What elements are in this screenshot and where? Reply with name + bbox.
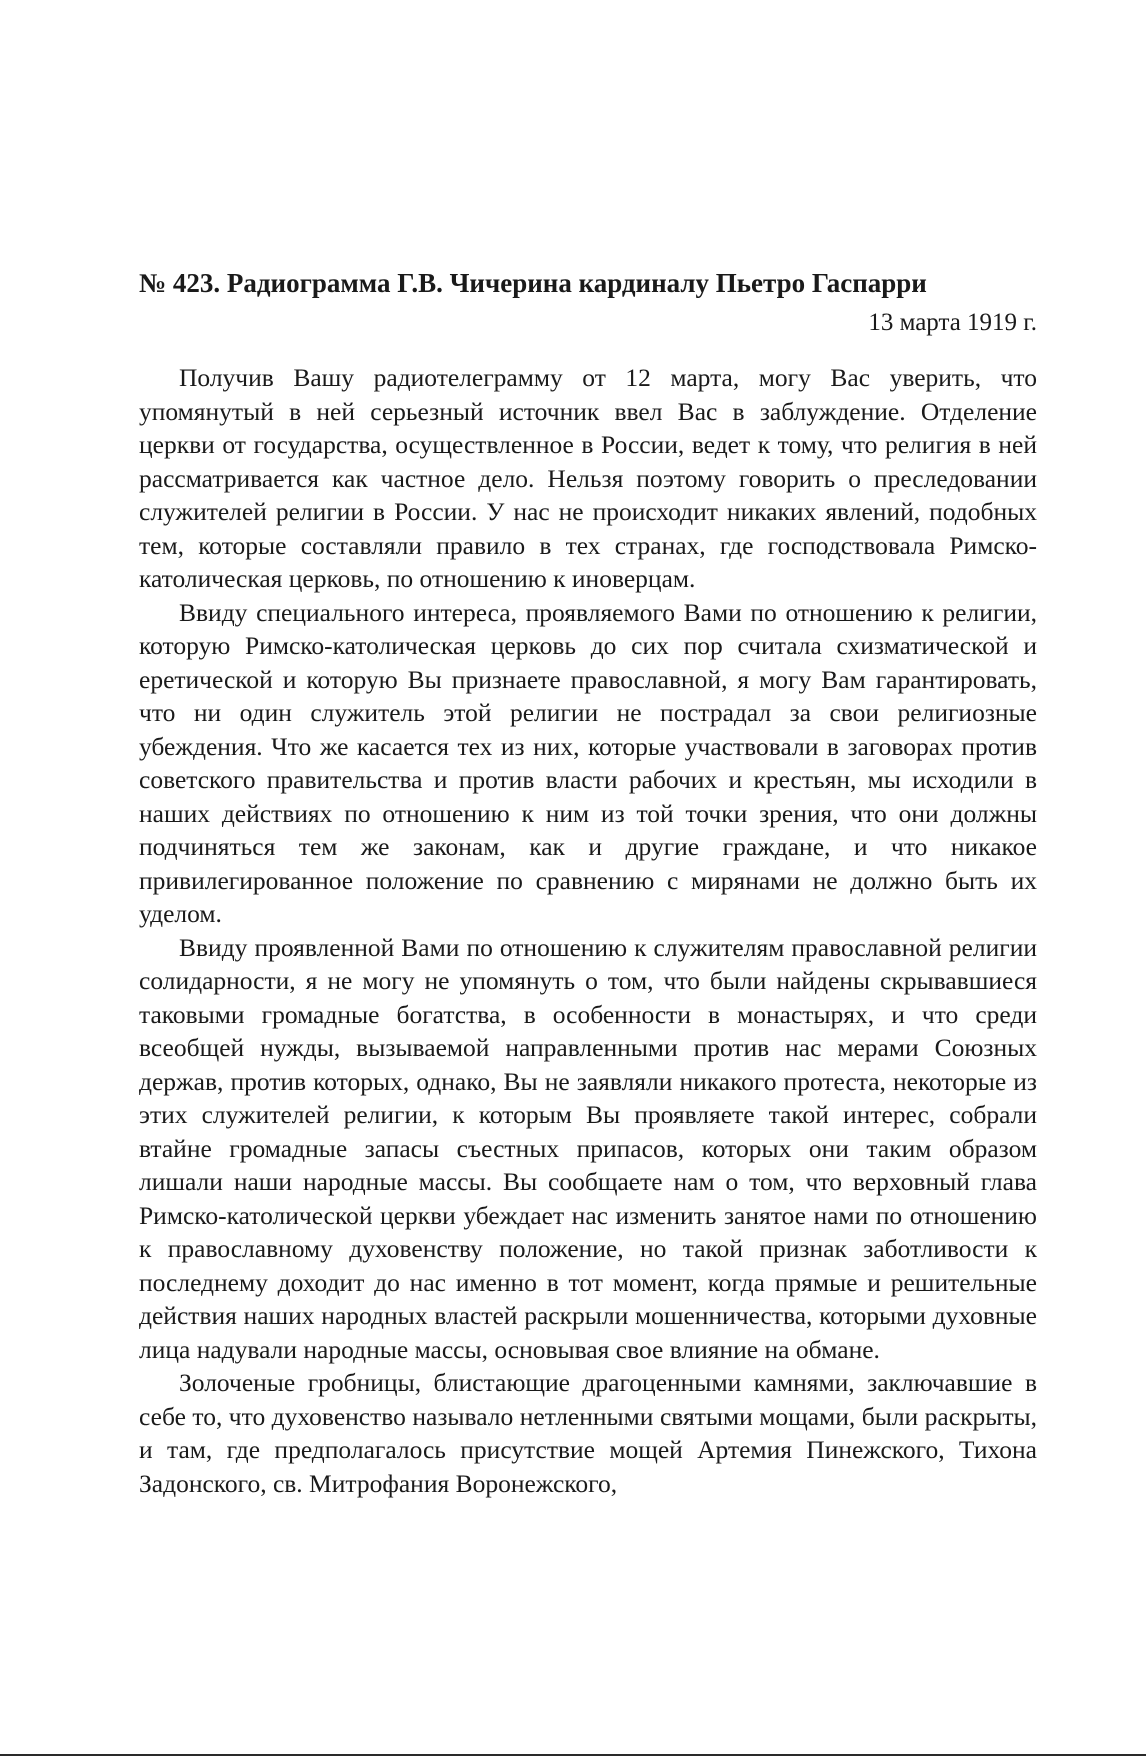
page-bottom-rule [0, 1754, 1146, 1756]
document-title: № 423. Радиограмма Г.В. Чичерина кардиналу Пьетро Гаспарри [139, 268, 927, 298]
paragraph-2: Ввиду специального интереса, проявляемого Вами по отношению к религии, которую Римско-католическая церковь до сих пор считала схизматической и еретической и которую Вы признаете православной, я могу Вам гарантировать, что ни один служитель этой религии не пострадал за свои религиозные убеждения. Что же касается тех из них, которые участвовали в заговорах против советского правительства и против власти рабочих и крестьян, мы исходили в наших действиях по отношению к ним из той точки зрения, что они должны подчиняться тем же законам, как и другие граждане, и что никакое привилегированное положение по сравнению с мирянами не должно быть их уделом. [139, 597, 1037, 928]
paragraph-4: Золоченые гробницы, блистающие драгоценными камнями, заключавшие в себе то, что духовенство называло нетленными святыми мощами, были раскрыты, и там, где предполагалось присутствие мощей Артемия Пинежского, Тихона Задонского, св. Митрофания Воронежского, [139, 1368, 1037, 1498]
paragraph-1: Получив Вашу радиотелеграмму от 12 марта, могу Вас уверить, что упомянутый в ней серьезный источник ввел Вас в заблуждение. Отделение церкви от государства, осуществленное в России, ведет к тому, что религия в ней рассматривается как частное дело. Нельзя поэтому говорить о преследовании служителей религии в России. У нас не происходит никаких явлений, подобных тем, которые составляли правило в тех странах, где господствовала Римско-католическая церковь, по отношению к иноверцам. [139, 363, 1037, 593]
document-body [139, 361, 1037, 1500]
document-date: 13 марта 1919 г. [868, 309, 1037, 336]
paragraph-3: Ввиду проявленной Вами по отношению к служителям православной религии солидарности, я не могу не упомянуть о том, что были найдены скрывавшиеся таковыми громадные богатства, в особенности в монастырях, и что среди всеобщей нужды, вызываемой направленными против нас мерами Союзных держав, против которых, однако, Вы не заявляли никакого протеста, некоторые из этих служителей религии, к которым Вы проявляете такой интерес, собрали втайне громадные запасы съестных припасов, которых они таким образом лишали наши народные массы. Вы сообщаете нам о том, что верховный глава Римско-католической церкви убеждает нас изменить занятое нами по отношению к православному духовенству положение, но такой признак заботливости к последнему доходит до нас именно в тот момент, когда прямые и решительные действия наших народных властей раскрыли мошенничества, которыми духовные лица надували народные массы, основывая свое влияние на обмане. [139, 932, 1037, 1364]
document-content [139, 265, 1037, 1500]
